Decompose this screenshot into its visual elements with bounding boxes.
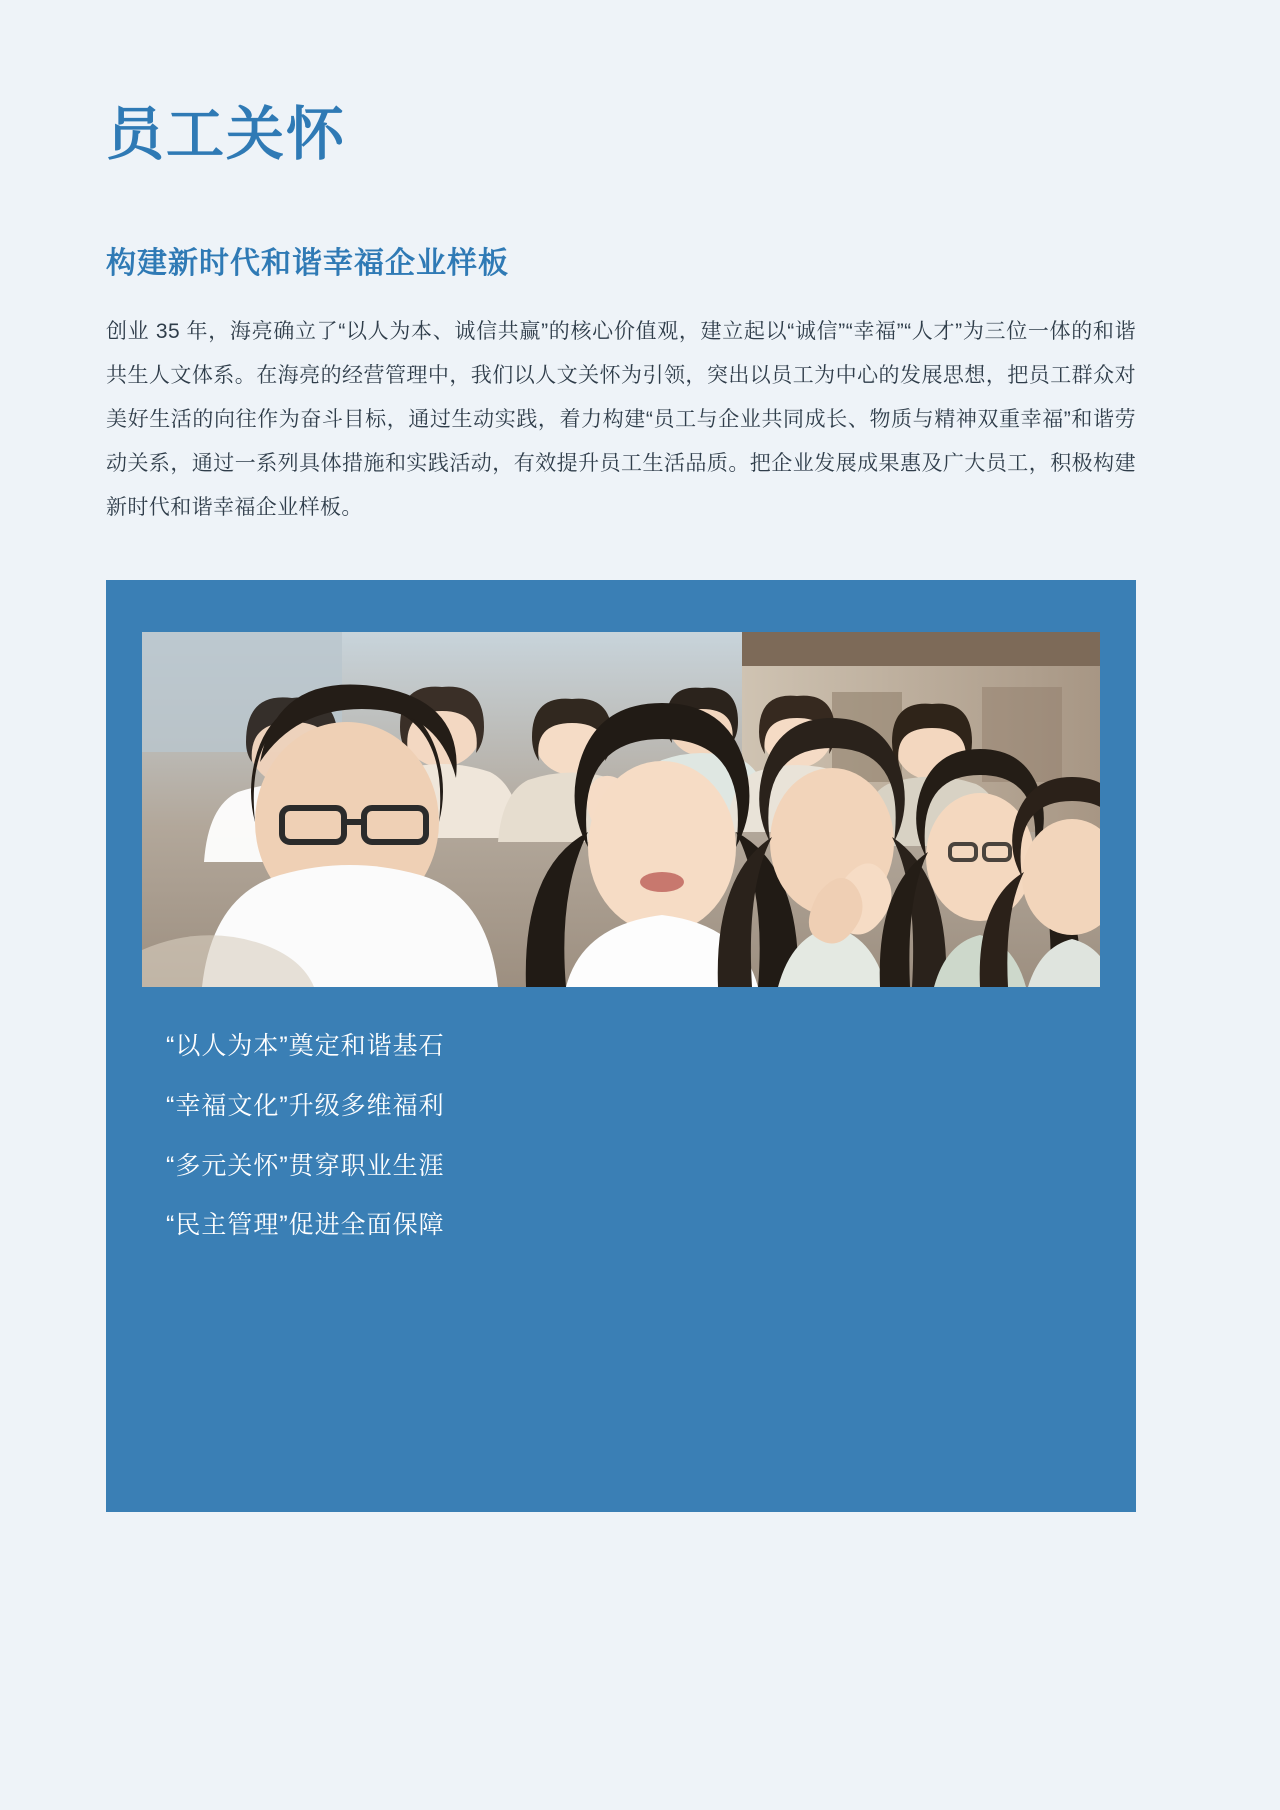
body-paragraph: 创业 35 年，海亮确立了“以人为本、诚信共赢”的核心价值观，建立起以“诚信”“幸福”“人才”为三位一体的和谐共生人文体系。在海亮的经营管理中，我们以人文关怀为引领，突出以员工为中心的发展思想，把员工群众对美好生活的向往作为奋斗目标，通过生动实践，着力构建“员工与企业共同成长、物质与精神双重幸福”和谐劳动关系，通过一系列具体措施和实践活动，有效提升员工生活品质。把企业发展成果惠及广大员工，积极构建新时代和谐幸福企业样板。 bbox=[106, 319, 1136, 519]
page-title: 员工关怀 bbox=[106, 102, 347, 167]
list-item: “民主管理”促进全面保障 bbox=[166, 1211, 445, 1240]
photo-audience-applauding bbox=[142, 632, 1100, 987]
highlight-list bbox=[166, 1030, 1046, 1269]
highlight-panel bbox=[106, 580, 1136, 1512]
page-content bbox=[106, 0, 1174, 1512]
section-title: 构建新时代和谐幸福企业样板 bbox=[106, 246, 509, 280]
photo-illustration bbox=[142, 632, 1100, 987]
list-item: “幸福文化”升级多维福利 bbox=[166, 1091, 445, 1120]
list-item: “以人为本”奠定和谐基石 bbox=[166, 1032, 445, 1061]
list-item: “多元关怀”贯穿职业生涯 bbox=[166, 1151, 445, 1180]
